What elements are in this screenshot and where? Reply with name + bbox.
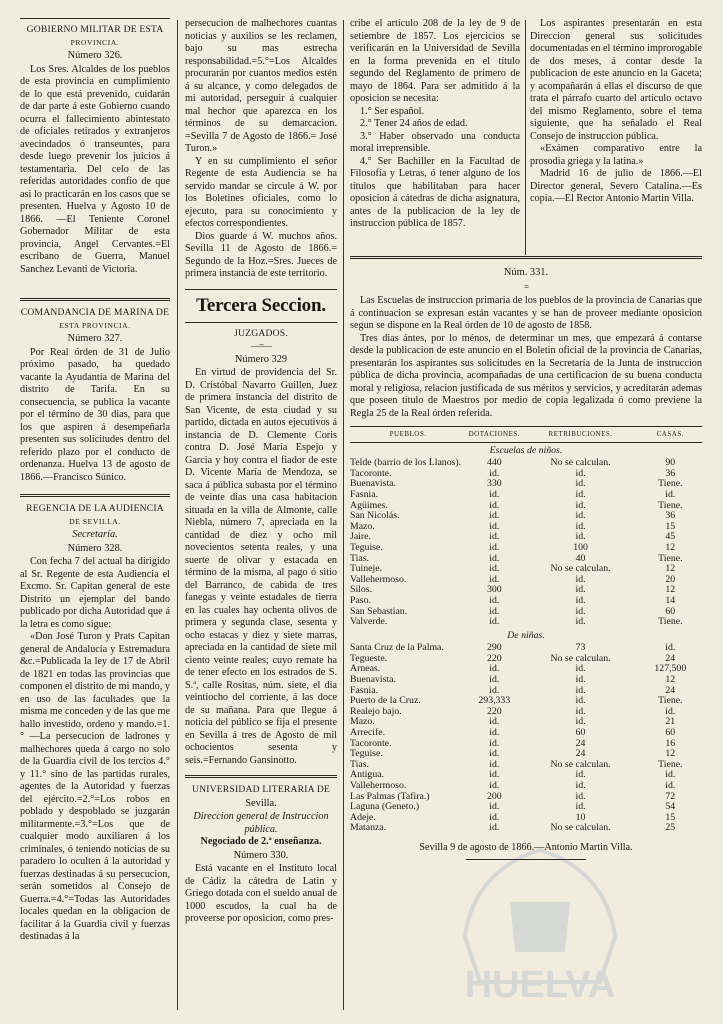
cell-dotacion: id. [489, 510, 500, 522]
cell-retribucion: No se calculan. [550, 652, 611, 664]
cell-dotacion: id. [489, 780, 500, 791]
cell-dotacion: id. [489, 541, 500, 553]
table-row [350, 575, 702, 586]
notice-body: Las Escuelas de instruccion primaria de los pueblos de la provincia de Canarias que á continuacion se expresan están vacantes y se han de proveer mediante oposicion segun se dispone en la Real órden de 10 de agosto de 1858. [350, 295, 702, 331]
cell-casa: id. [665, 769, 676, 781]
cell-pueblo: Arneas. [350, 663, 381, 675]
cell-retribucion: id. [575, 573, 586, 585]
section-subtitle: Secretaría. [72, 529, 118, 540]
divider [350, 256, 702, 259]
cell-casa: 25 [665, 822, 676, 834]
table-row [350, 707, 702, 718]
cell-dotacion: id. [489, 616, 500, 628]
cell-pueblo: Mazo. [350, 520, 375, 532]
notice-number: Número 327. [67, 333, 123, 344]
table-header-row [350, 427, 702, 443]
cell-casa: 127,500 [654, 663, 687, 675]
cell-retribucion: id. [575, 684, 586, 696]
requirement-item: 4.° Ser Bachiller en la Facultad de Filosofía y Letras, ó tener alguno de los títulos que habilitaban para hacer oposicion á cátedras de dicha asignatura, antes de la publicacion de la ley de instruccion pública de 1857. [350, 155, 520, 229]
cell-pueblo: Teguise. [350, 748, 383, 760]
cell-pueblo: Fasnia. [350, 684, 379, 696]
table-row [350, 749, 702, 760]
section-heading: COMANDANCIA DE MARINA DE [20, 307, 170, 318]
section-subheading: DE SEVILLA. [69, 516, 121, 526]
table-row [350, 664, 702, 675]
cell-retribucion: id. [575, 584, 586, 596]
cell-pueblo: Puerto de la Cruz. [350, 695, 421, 707]
table-row [350, 511, 702, 522]
cell-dotacion: id. [489, 716, 500, 728]
notice-number: Número 330. [233, 849, 289, 861]
cell-pueblo: Arrecife. [350, 727, 386, 739]
cell-pueblo: San Nicolás. [350, 510, 400, 522]
cell-dotacion: 290 [486, 642, 502, 654]
table-section-label: De niñas. [507, 629, 545, 641]
cell-dotacion: id. [489, 488, 500, 500]
table-row [350, 596, 702, 607]
cell-retribucion: id. [575, 467, 586, 479]
requirement-item: 3.° Haber observado una conducta moral irreprensible. [350, 130, 520, 154]
cell-casa: id. [665, 642, 676, 654]
cell-casa: 90 [665, 457, 676, 469]
cell-casa: 12 [665, 748, 676, 760]
cell-casa: 15 [665, 520, 676, 532]
notice-body: En virtud de providencia del Sr. D. Cristóbal Navarro Guillen, Juez de primera instancia del distrito de San Vicente, de esta ciudad y su partido, dictada en autos ejecutivos á instancia de D. Clemente Coris contra D. José María Espejo y Garcia y hoy contra el fiador de este D. Vicente María de Mendoza, se saca á pública subasta por el término de veinte dias una casa habitacion situada en la villa de Almonte, calle Niebla, número 7, apreciada en la cantidad de diez y ocho mil novecientos setenta reales, y una suerte de olivar y estacada en término de la misma, al pago ó sitio del Barranco, de cabida de tres fanegas y veinte estadales de tierra en las cuales hay ochenta olivos de primera y segunda clase, sesenta y ocho estacas y diez y siete marras, apreciada en la cantidad de siete mil ciento veinte reales; cuyo remate ha de tener efecto en los estrados de S. S.ª, calle Rositas, núm. siete, el dia veintiocho del corriente, á las doce de su mañana. Para que llegue á noticia del público se fija el presente en Sevilla á tres de Agosto de mil ochocientos sesenta y seis.=Fernando Gansinotto. [185, 367, 337, 766]
cell-pueblo: Jaire. [350, 531, 371, 543]
table-section-row [350, 442, 702, 458]
section-heading: REGENCIA DE LA AUDIENCIA [26, 503, 164, 514]
cell-casa: 14 [665, 594, 676, 606]
cell-pueblo: Tias. [350, 758, 369, 770]
cell-casa: Tiene. [658, 478, 683, 490]
table-row [350, 458, 702, 469]
cell-dotacion: id. [489, 801, 500, 813]
notice-body: «Don José Turon y Prats Capitan general de Andalucía y Estremadura &c.=Publicada la ley de 17 de Abril de 1821 en todas las provincias que componen el distrito de mi mando, y en uso de las facultades que la misma me conceden y de las que me hallo investido, ordeno y mando.=1.° —La persecucion de ladrones y malhechores queda á cargo no solo de la Guardia civil de los tercios 4.° y 11.° sino de las partidas rurales, agentes de la Autoridad y fuerzas del ejército.=2.°=Los robos en poblado y despoblado se juzgarán militarmente.=3.°=Los que de cualquier modo auxiliaren á los criminales, ó teniendo noticias de su paradero lo oculten á la autoridad y fuerzas destinadas á su persecucion, serán sometidos al Consejo de Guerra.=4.°=Todas las Autoridades locales quedan en la obligacion de facilitar á la Guardia civil y fuerzas destinadas á la [20, 631, 170, 942]
signature-line: Sevilla 9 de agosto de 1866.—Antonio Martin Villa. [419, 841, 633, 853]
notice-body: persecucion de malhechores cuantas noticias y auxilios se les reclamen, bajo su mas estrecha responsabilidad.=5.°=Los Alcaldes procurarán por cuantos medios estén á su alcance, y como delegados de mi autoridad, perseguir á cualquier mal hechor que aparezca en los términos de su demarcacion. =Sevilla 7 de Agosto de 1866.= José Turon.» [185, 18, 337, 154]
cell-pueblo: Agüimes. [350, 499, 388, 511]
cell-pueblo: Vallehermoso. [350, 780, 407, 791]
table-row [350, 522, 702, 533]
divider [185, 289, 337, 290]
table-row [350, 490, 702, 501]
cell-pueblo: San Sebastian. [350, 605, 408, 617]
cell-casa: Tiene. [658, 552, 683, 564]
cell-casa: 12 [665, 541, 676, 553]
cell-retribucion: id. [575, 594, 586, 606]
cell-dotacion: id. [489, 727, 500, 739]
divider [20, 298, 170, 301]
cell-dotacion: id. [489, 737, 500, 749]
cell-casa: 15 [665, 811, 676, 823]
table-row [350, 760, 702, 771]
cell-casa: Tiene. [658, 758, 683, 770]
notice-body: Y en su cumplimiento el señor Regente de esta Audiencia se ha servido mandar se circule á W. por los Boletines oficiales, como lo ejecuto, para su conocimiento y efectos correspondientes. [185, 155, 337, 229]
table-row [350, 532, 702, 543]
section-subtitle: Negociado de 2.ª enseñanza. [200, 836, 322, 847]
cell-pueblo: Teguise. [350, 541, 383, 553]
cell-casa: 36 [665, 510, 676, 522]
cell-pueblo: Las Palmas (Tafira.) [350, 790, 430, 802]
notice-body: Está vacante en el Instituto local de Cádiz la cátedra de Latin y Griego dotada con el sueldo anual de 1000 escudos, la cual ha de proveerse por oposicion, como pres- [185, 863, 337, 924]
cell-retribucion: 24 [575, 737, 586, 749]
notice-body: Con fecha 7 del actual ha dirigido al Sr. Regente de esta Audiencia el Excmo. Sr. Capitan general de este Distrito un ejemplar del bando publicado por dicha Autoridad que á la letra es como sigue: [20, 556, 170, 630]
notice-number: Número 329 [234, 353, 288, 365]
cell-pueblo: Santa Cruz de la Palma. [350, 642, 444, 654]
column-rule [343, 20, 344, 1010]
cell-dotacion: id. [489, 563, 500, 575]
cell-retribucion: id. [575, 520, 586, 532]
cell-pueblo: Matanza. [350, 822, 387, 834]
cell-pueblo: Tuineje. [350, 563, 383, 575]
section-subheading: Sevilla. [245, 797, 277, 809]
cell-retribucion: id. [575, 488, 586, 500]
cell-dotacion: 200 [486, 790, 502, 802]
cell-pueblo: Tegueste. [350, 652, 388, 664]
cell-casa: Tiene. [658, 616, 683, 628]
cell-retribucion: id. [575, 780, 586, 791]
notice-number: Número 326. [67, 50, 123, 61]
column-header: DOTACIONES. [466, 427, 522, 443]
section-subheading: ESTA PROVINCIA. [59, 320, 131, 330]
notice-body: Por Real órden de 31 de Julio próximo pasado, ha quedado vacante la Ayudantía de Marina del distrito de Tarifa. En su consecuencia, se publica la vacante por el término de 30 dias, para que los que aspiren á desempeñarla presenten sus solicitudes dentro del referido plazo por el conducto de ordenanza. Huelva 13 de agosto de 1866.—Francisco Súnico. [20, 346, 170, 483]
table-row [350, 675, 702, 686]
cell-dotacion: id. [489, 684, 500, 696]
table-row [350, 543, 702, 554]
cell-casa: 16 [665, 737, 676, 749]
cell-pueblo: Antigua. [350, 769, 385, 781]
cell-dotacion: id. [489, 811, 500, 823]
cell-dotacion: id. [489, 531, 500, 543]
table-row [350, 813, 702, 824]
table-row [350, 554, 702, 565]
cell-casa: 21 [665, 716, 676, 728]
cell-retribucion: id. [575, 663, 586, 675]
cell-dotacion: 440 [486, 457, 502, 469]
notice-number: Núm. 331. [503, 267, 549, 278]
cell-dotacion: id. [489, 467, 500, 479]
section-subheading: PROVINCIA. [70, 37, 120, 47]
cell-casa: 12 [665, 584, 676, 596]
divider [20, 18, 170, 19]
cell-pueblo: Buenavista. [350, 674, 396, 686]
cell-pueblo: Laguna (Geneto.) [350, 801, 420, 813]
section-title: Tercera Seccion. [196, 294, 326, 316]
cell-pueblo: Tias. [350, 552, 369, 564]
cell-retribucion: id. [575, 695, 586, 707]
table-row [350, 696, 702, 707]
cell-dotacion: id. [489, 663, 500, 675]
cell-casa: 60 [665, 727, 676, 739]
cell-casa: 72 [665, 790, 676, 802]
cell-dotacion: id. [489, 573, 500, 585]
section-heading: UNIVERSIDAD LITERARIA DE [191, 784, 331, 795]
cell-pueblo: Tacoronte. [350, 737, 392, 749]
cell-pueblo: Vallehermoso. [350, 573, 407, 585]
section-subtitle: Direccion general de Instruccion pública. [193, 811, 329, 835]
cell-casa: 36 [665, 467, 676, 479]
notice-body: «Exámen comparativo entre la prosodia griega y la latina.» [530, 143, 702, 167]
table-row [350, 802, 702, 813]
table-row [350, 739, 702, 750]
cell-retribucion: 60 [575, 727, 586, 739]
table-section-row [350, 628, 702, 644]
cell-retribucion: 10 [575, 811, 586, 823]
svg-text:HUELVA: HUELVA [464, 964, 616, 1002]
notice-body: Tres dias ántes, por lo ménos, de determinar un mes, que empezará á contarse desde la publicacion de este anuncio en el Boletin oficial de la provincia de Canarias, presentarán los aspirantes sus solicitudes en la Secretaría de la Junta de instruccion pública de dicha provincia, acompañadas de una certificacion de su buena conducta moral y religiosa, relacion justificada de sus méritos y servicios, y acreditarán ademas que poseen título de Maestros por medio de copia legalizada ó como previene la Regla 25 de la Real órden referida. [350, 332, 702, 419]
cell-dotacion: id. [489, 520, 500, 532]
table-row [350, 728, 702, 739]
column-4 [530, 18, 702, 206]
cell-retribucion: 100 [573, 541, 588, 553]
cell-casa: 24 [665, 652, 676, 664]
ornament: = [523, 281, 529, 292]
cell-casa: 20 [665, 573, 676, 585]
cell-retribucion: No se calculan. [550, 758, 611, 770]
column-rule [177, 20, 178, 1010]
cell-dotacion: 293,333 [478, 695, 511, 707]
column-header: PUEBLOS. [350, 427, 466, 443]
cell-dotacion: 220 [486, 652, 502, 664]
cell-retribucion: 40 [575, 552, 586, 564]
cell-dotacion: id. [489, 594, 500, 606]
table-row [350, 654, 702, 665]
library-stamp-watermark [440, 842, 640, 1002]
cell-pueblo: Realejo bajo. [350, 705, 402, 717]
cell-pueblo: Paso. [350, 594, 371, 606]
cell-casa: 12 [665, 563, 676, 575]
cell-retribucion: No se calculan. [550, 563, 611, 575]
table-body-ninas [350, 628, 702, 834]
cell-dotacion: id. [489, 822, 500, 834]
section-heading: GOBIERNO MILITAR DE ESTA [26, 24, 164, 35]
cell-casa: 12 [665, 674, 676, 686]
cell-pueblo: Mazo. [350, 716, 375, 728]
cell-casa: Tiene. [658, 499, 683, 511]
column-header: RETRIBUCIONES. [522, 427, 638, 443]
cell-pueblo: Buenavista. [350, 478, 396, 490]
cell-dotacion: 220 [486, 705, 502, 717]
cell-casa: id. [665, 780, 676, 791]
column-1 [20, 18, 170, 944]
notice-body: Los aspirantes presentarán en esta Direccion general sus solicitudes documentadas en el término improrogable de dos meses, á contar desde la publicacion de este anuncio en la Gaceta; y acompañarán á ellas el discurso de que trata el párrafo cuarto del artículo octavo del mismo Reglamento, sobre el tema siguiente, que ha señalado el Real Consejo de instruccion pública. [530, 18, 702, 142]
column-3 [350, 18, 520, 231]
notice-number: Número 328. [67, 542, 123, 554]
cell-pueblo: Telde (barrio de los Llanos). [350, 457, 462, 469]
cell-casa: Tiene. [658, 695, 683, 707]
table-row [350, 717, 702, 728]
notice-body: Dios guarde á W. muchos años. Sevilla 11 de Agosto de 1866.= Segundo de la Hoz.=Sres. Jueces de primera instancia de este territorio. [185, 230, 337, 279]
cell-retribucion: id. [575, 605, 586, 617]
cell-retribucion: id. [575, 531, 586, 543]
cell-retribucion: id. [575, 674, 586, 686]
section-heading: JUZGADOS. [234, 327, 288, 339]
table-row [350, 479, 702, 490]
notice-body: Madrid 16 de julio de 1866.—El Director general, Severo Catalina.—Es copia.—El Rector Antonio Martin Villa. [530, 168, 702, 204]
table-row [350, 607, 702, 618]
vacancies-table [350, 426, 702, 834]
cell-casa: 45 [665, 531, 676, 543]
cell-retribucion: id. [575, 790, 586, 802]
table-row [350, 781, 702, 792]
table-row [350, 823, 702, 834]
table-row [350, 501, 702, 512]
column-2 [185, 18, 337, 926]
cell-dotacion: id. [489, 605, 500, 617]
cell-retribucion: id. [575, 478, 586, 490]
table-row [350, 617, 702, 628]
notice-body: Los Sres. Alcaldes de los pueblos de esta provincia en cumplimiento de lo que está prevenido, cuidarán de dar parte á este Gobierno cuando ocurra el fallecimiento abintestato de oficiales retirados y extranjeros avecindados ó transeuntes, para desde luego prevenir los juicios á testamentaria. Del celo de las referidas autoridades confio de que asi lo practicarán en los casos que se presenten. Huelva y Agosto 10 de 1866. —El Teniente Coronel Gobernador Militar de esta provincia, Angel Cervantes.=El escribano de Guerra, Manuel Sanchez Levanti de Victoria. [20, 63, 170, 275]
cell-dotacion: 330 [486, 478, 502, 490]
cell-retribucion: id. [575, 510, 586, 522]
divider [185, 322, 337, 323]
cell-casa: id. [665, 488, 676, 500]
table-body-ninos [350, 442, 702, 628]
column-rule [525, 20, 526, 255]
cell-pueblo: Adeje. [350, 811, 376, 823]
table-row [350, 469, 702, 480]
requirement-item: 2.° Tener 24 años de edad. [360, 118, 468, 129]
table-section-label: Escuelas de niños. [489, 444, 563, 456]
cell-dotacion: id. [489, 674, 500, 686]
cell-retribucion: id. [575, 801, 586, 813]
cell-dotacion: id. [489, 748, 500, 760]
cell-casa: 54 [665, 801, 676, 813]
cell-casa: 24 [665, 684, 676, 696]
cell-retribucion: 24 [575, 748, 586, 760]
divider [185, 775, 337, 778]
cell-pueblo: Tacoronte. [350, 467, 392, 479]
notice-331 [350, 256, 702, 860]
cell-dotacion: id. [489, 769, 500, 781]
cell-retribucion: 73 [575, 642, 586, 654]
cell-casa: 60 [665, 605, 676, 617]
cell-dotacion: id. [489, 552, 500, 564]
cell-pueblo: Silos. [350, 584, 373, 596]
cell-dotacion: id. [489, 758, 500, 770]
ornament: —=— [250, 341, 272, 351]
cell-pueblo: Valverde. [350, 616, 388, 628]
requirement-item: 1.° Ser español. [360, 105, 425, 117]
cell-casa: id. [665, 705, 676, 717]
cell-retribucion: id. [575, 705, 586, 717]
cell-retribucion: id. [575, 716, 586, 728]
notice-body: cribe el artículo 208 de la ley de 9 de setiembre de 1857. Los ejercicios se verificarán en la Universidad de Sevilla en la forma prevenida en el título segundo del Reglamento de primero de mayo de 1864. Para ser admitido á la oposicion se necesita: [350, 18, 520, 104]
cell-retribucion: id. [575, 769, 586, 781]
divider [20, 494, 170, 497]
table-row [350, 643, 702, 654]
cell-retribucion: No se calculan. [550, 457, 611, 469]
table-row [350, 585, 702, 596]
column-header: CASAS. [639, 427, 702, 443]
cell-dotacion: 300 [486, 584, 502, 596]
cell-dotacion: id. [489, 499, 500, 511]
cell-retribucion: id. [575, 499, 586, 511]
cell-retribucion: No se calculan. [550, 822, 611, 834]
cell-retribucion: id. [575, 616, 586, 628]
cell-pueblo: Fasnia. [350, 488, 379, 500]
